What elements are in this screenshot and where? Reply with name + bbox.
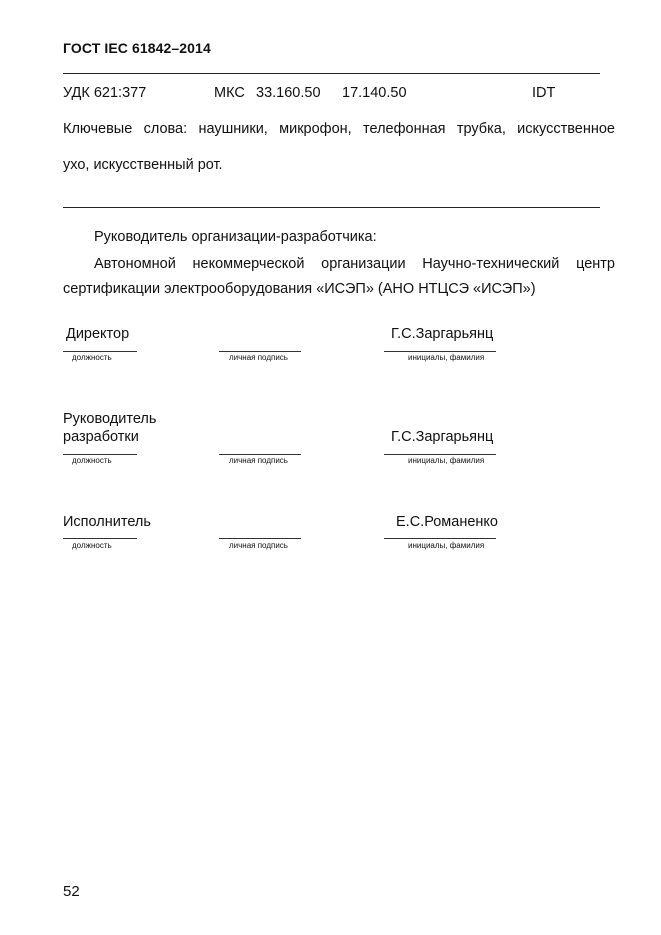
organization-name-line-2: сертификации электрооборудования «ИСЭП» (АНО НТЦСЭ «ИСЭП») xyxy=(63,281,536,297)
position-caption: должность xyxy=(72,541,112,550)
mks-label: МКС xyxy=(214,85,245,101)
document-header-title: ГОСТ IEC 61842–2014 xyxy=(63,40,211,56)
signature-role: Исполнитель xyxy=(63,514,151,530)
position-line xyxy=(63,351,137,352)
idt-label: IDT xyxy=(532,85,556,101)
keywords-line-1: Ключевые слова: наушники, микрофон, телефонная трубка, искусственное xyxy=(63,121,615,137)
signature-name: Е.С.Романенко xyxy=(396,514,498,530)
signature-line xyxy=(219,538,301,539)
signature-name: Г.С.Заргарьянц xyxy=(391,429,494,445)
signature-caption: личная подпись xyxy=(229,456,288,465)
initials-line xyxy=(384,454,496,455)
organization-lead-label: Руководитель организации-разработчика: xyxy=(94,229,377,245)
section-rule xyxy=(63,207,600,208)
signature-name: Г.С.Заргарьянц xyxy=(391,326,494,342)
mks-code-1: 33.160.50 xyxy=(256,85,321,101)
initials-line xyxy=(384,351,496,352)
keywords-line-2: ухо, искусственный рот. xyxy=(63,157,223,173)
header-rule xyxy=(63,73,600,74)
signature-caption: личная подпись xyxy=(229,541,288,550)
position-line xyxy=(63,538,137,539)
signature-line xyxy=(219,351,301,352)
udk-code: УДК 621:377 xyxy=(63,85,147,101)
mks-code-2: 17.140.50 xyxy=(342,85,407,101)
signature-role: Директор xyxy=(66,326,130,342)
initials-caption: инициалы, фамилия xyxy=(408,353,485,362)
position-line xyxy=(63,454,137,455)
signature-role-line-2: разработки xyxy=(63,429,139,445)
initials-caption: инициалы, фамилия xyxy=(408,541,485,550)
organization-name-line-1: Автономной некоммерческой организации Научно-технический центр xyxy=(94,256,615,272)
position-caption: должность xyxy=(72,353,112,362)
initials-caption: инициалы, фамилия xyxy=(408,456,485,465)
position-caption: должность xyxy=(72,456,112,465)
signature-line xyxy=(219,454,301,455)
initials-line xyxy=(384,538,496,539)
signature-caption: личная подпись xyxy=(229,353,288,362)
signature-role-line-1: Руководитель xyxy=(63,411,157,427)
page-number: 52 xyxy=(63,883,80,900)
